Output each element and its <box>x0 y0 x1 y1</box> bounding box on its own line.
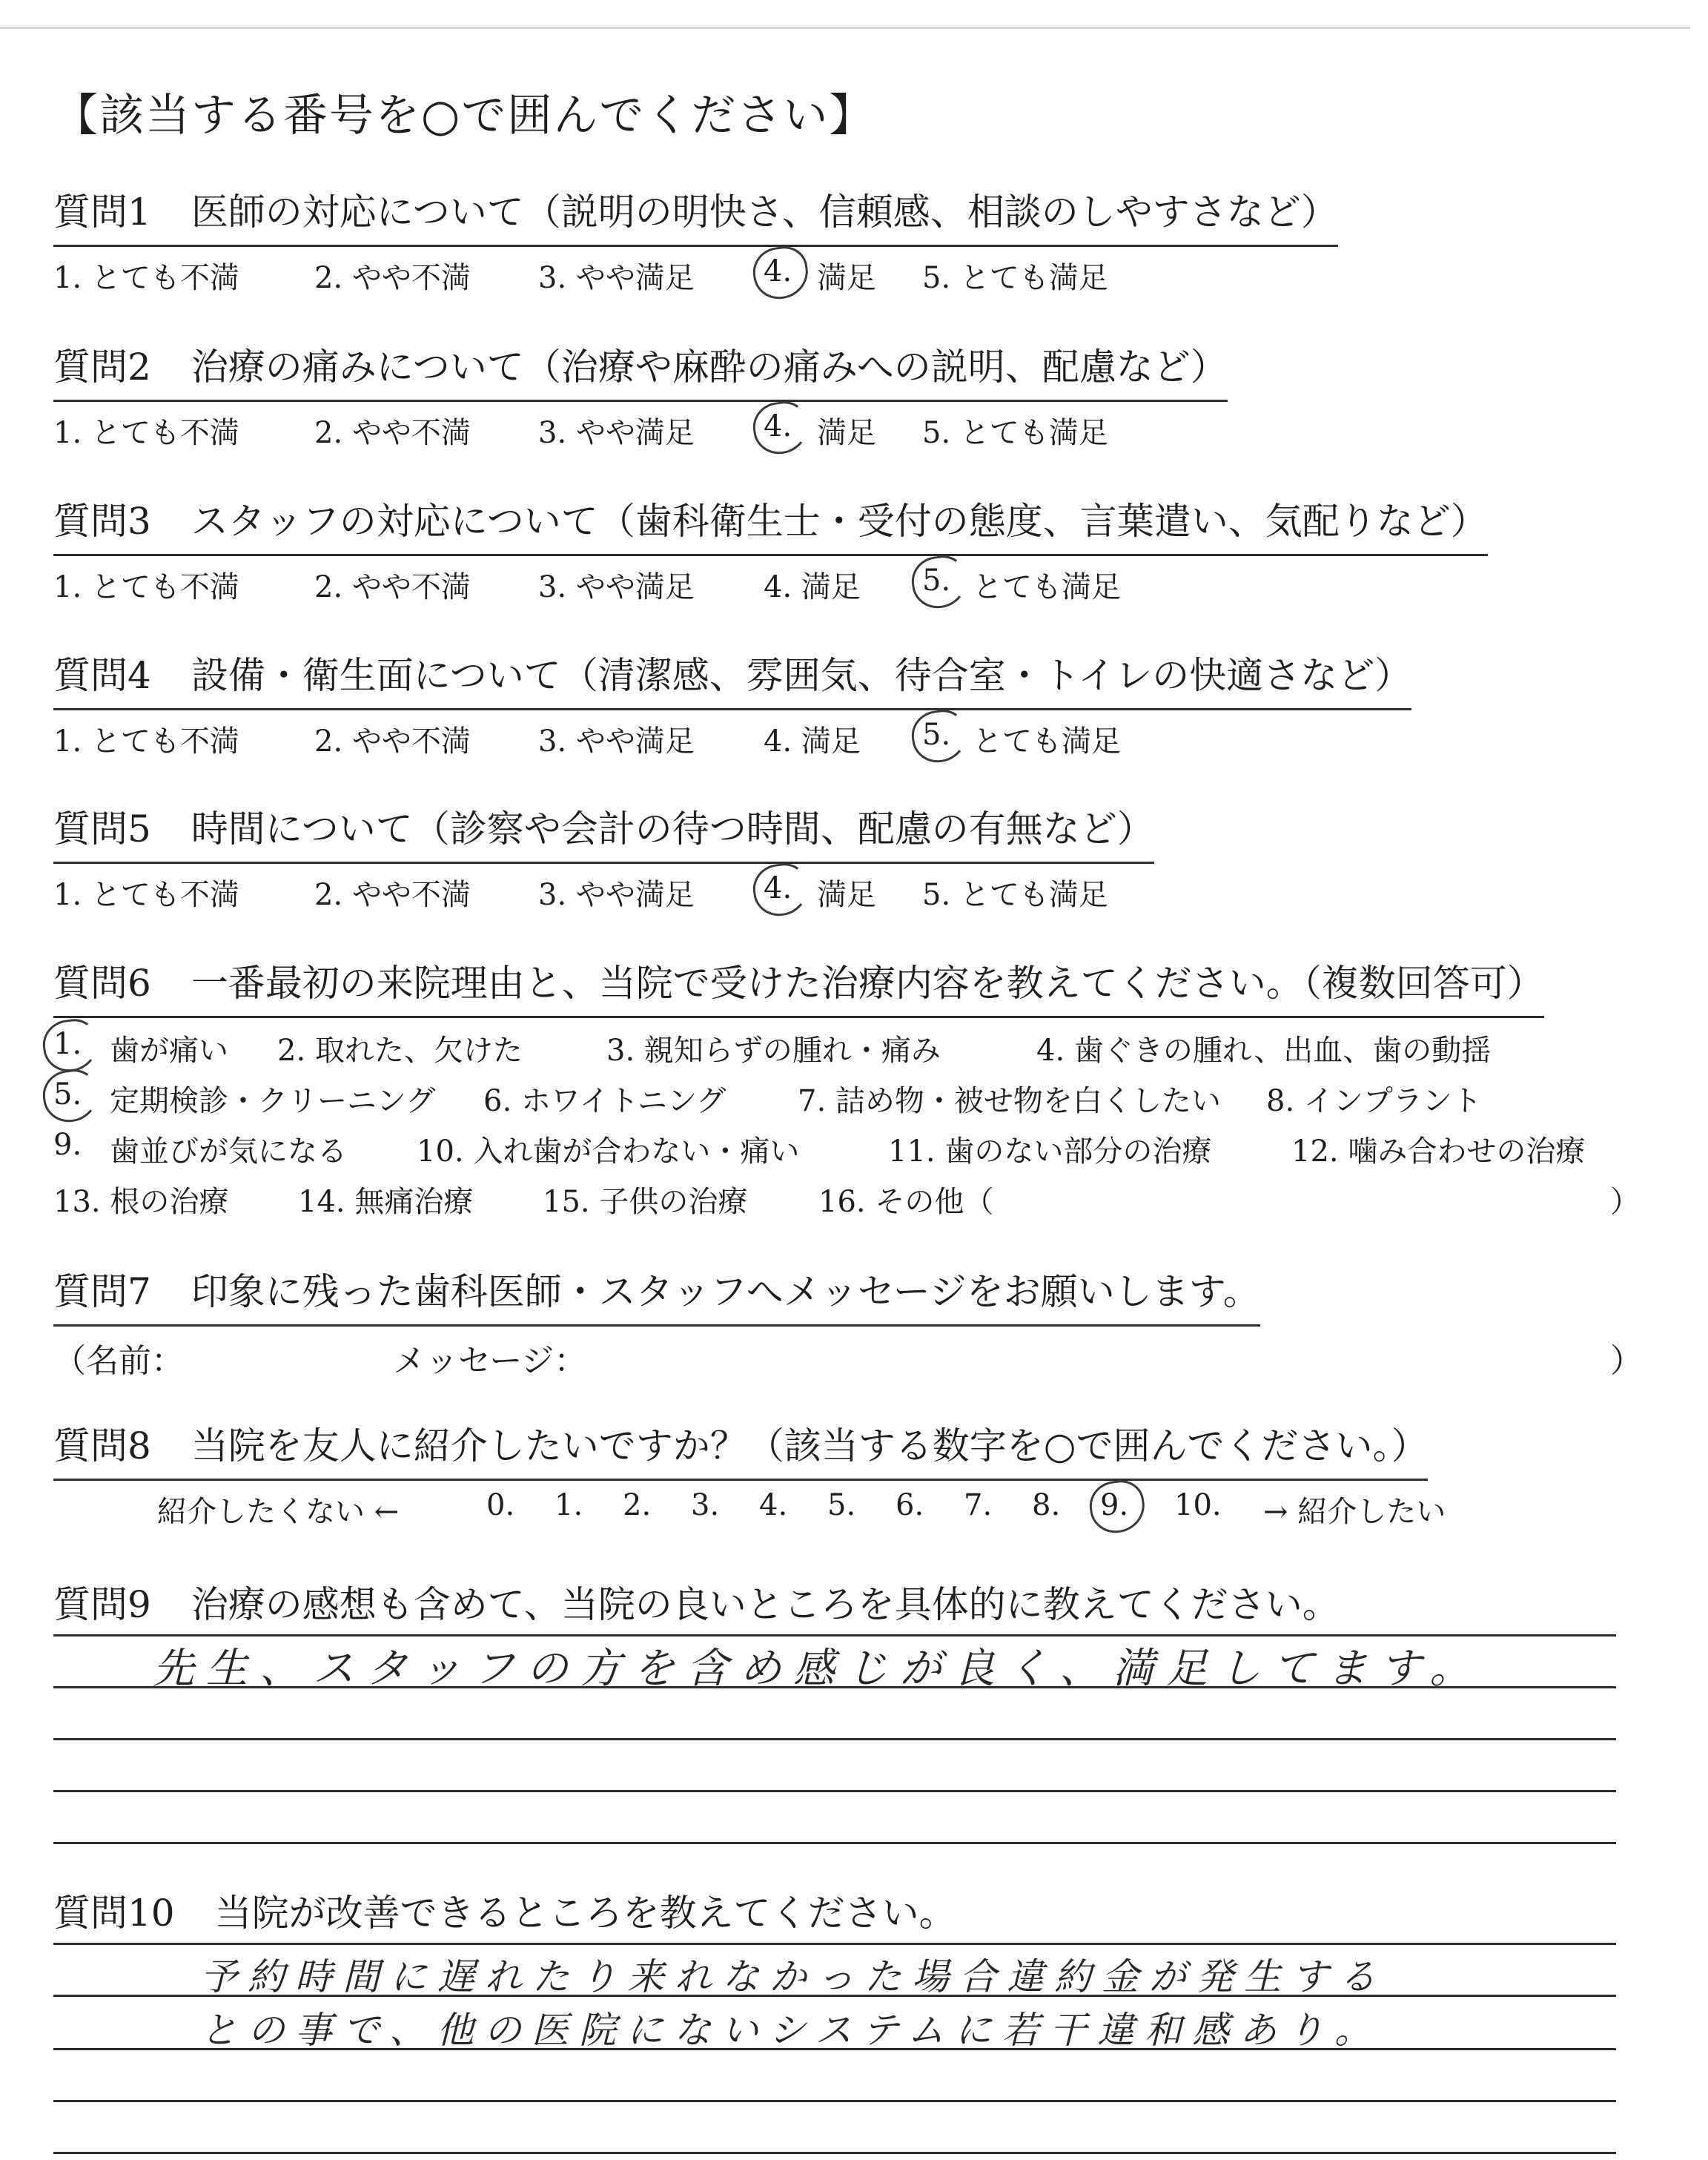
option-5-circled[interactable]: 5. <box>922 718 951 752</box>
rating-options <box>53 564 1669 607</box>
question-2-header <box>53 337 1228 402</box>
option-2[interactable]: 2. やや不満 <box>314 878 471 912</box>
option-3[interactable]: 3. やや満足 <box>538 570 695 604</box>
question-number: 質問6 <box>53 962 151 1005</box>
option-1[interactable]: 1. とても不満 <box>53 416 239 450</box>
reason-9-number[interactable]: 9. <box>53 1128 82 1162</box>
question-text: スタッフの対応について（歯科衛生士・受付の態度、言葉遣い、気配りなど） <box>191 500 1488 543</box>
answer-line <box>53 1790 1616 1792</box>
question-10 <box>53 1883 1669 1946</box>
message-row <box>53 1334 1669 1380</box>
scale-0[interactable]: 0. <box>486 1488 515 1522</box>
question-10-header <box>53 1883 956 1946</box>
question-number: 質問5 <box>53 807 151 851</box>
scale-right-label: → 紹介したい <box>1263 1495 1446 1529</box>
question-8 <box>53 1416 1669 1531</box>
scale-9-circled[interactable]: 9. <box>1100 1488 1129 1522</box>
scale-left-label: 紹介したくない ← <box>157 1495 400 1529</box>
question-4-header <box>53 646 1411 710</box>
scale-6[interactable]: 6. <box>896 1488 924 1522</box>
option-4-label: 満足 <box>817 878 876 912</box>
question-text: 当院を友人に紹介したいですか？（該当する数字を○で囲んでください。） <box>191 1424 1429 1467</box>
option-5-label: とても満足 <box>973 570 1121 604</box>
handwritten-answer-q10-line2: との事で、他の医院にないシステムに若干違和感あり。 <box>200 2009 1382 2052</box>
question-5 <box>53 799 1669 914</box>
rating-options <box>53 718 1669 761</box>
question-6-header <box>53 954 1544 1018</box>
option-3[interactable]: 3. やや満足 <box>538 724 695 759</box>
question-text: 一番最初の来院理由と、当院で受けた治療内容を教えてください。（複数回答可） <box>191 962 1544 1005</box>
option-4-circled[interactable]: 4. <box>764 254 792 288</box>
scale-7[interactable]: 7. <box>964 1488 993 1522</box>
question-text: 医師の対応について（説明の明快さ、信頼感、相談のしやすさなど） <box>191 191 1338 234</box>
reason-11[interactable]: 11. 歯のない部分の治療 <box>888 1135 1212 1169</box>
reason-16-other[interactable]: 16. その他（ <box>818 1185 994 1219</box>
question-text: 時間について（診察や会計の待つ時間、配慮の有無など） <box>191 807 1154 851</box>
scale-2[interactable]: 2. <box>623 1488 652 1522</box>
reason-16-close: ） <box>1610 1185 1640 1219</box>
option-3[interactable]: 3. やや満足 <box>538 416 695 450</box>
question-6 <box>53 954 1669 1224</box>
option-4-label: 満足 <box>817 416 876 450</box>
question-text: 治療の痛みについて（治療や麻酔の痛みへの説明、配慮など） <box>191 346 1228 389</box>
reason-1-circled[interactable]: 1. <box>53 1027 82 1061</box>
reason-13[interactable]: 13. 根の治療 <box>53 1185 229 1219</box>
question-number: 質問3 <box>53 500 151 543</box>
reason-12[interactable]: 12. 噛み合わせの治療 <box>1291 1135 1586 1169</box>
question-3-header <box>53 492 1488 556</box>
question-4 <box>53 646 1669 761</box>
answer-line <box>53 2100 1616 2102</box>
question-number: 質問10 <box>53 1892 175 1935</box>
option-3[interactable]: 3. やや満足 <box>538 261 695 295</box>
option-4-circled[interactable]: 4. <box>764 409 792 443</box>
reason-3[interactable]: 3. 親知らずの腫れ・痛み <box>606 1034 941 1068</box>
recommend-scale <box>53 1488 1669 1531</box>
question-text: 印象に残った歯科医師・スタッフへメッセージをお願いします。 <box>191 1270 1260 1313</box>
reason-row-3 <box>53 1123 1669 1174</box>
option-2[interactable]: 2. やや不満 <box>314 261 471 295</box>
name-label: （名前： <box>53 1342 184 1380</box>
option-1[interactable]: 1. とても不満 <box>53 570 239 604</box>
option-5-circled[interactable]: 5. <box>922 564 951 598</box>
reason-2[interactable]: 2. 取れた、欠けた <box>277 1034 523 1068</box>
option-4[interactable]: 4. 満足 <box>764 724 861 759</box>
answer-line <box>53 1842 1616 1844</box>
message-close: ） <box>1610 1342 1643 1380</box>
question-number: 質問1 <box>53 191 151 234</box>
question-number: 質問7 <box>53 1270 151 1313</box>
question-9-header <box>53 1575 1340 1637</box>
question-5-header <box>53 799 1154 864</box>
option-5[interactable]: 5. とても満足 <box>922 261 1108 295</box>
option-2[interactable]: 2. やや不満 <box>314 416 471 450</box>
option-3[interactable]: 3. やや満足 <box>538 878 695 912</box>
reason-1-label: 歯が痛い <box>110 1034 228 1068</box>
reason-5-circled[interactable]: 5. <box>53 1077 82 1112</box>
option-4-circled[interactable]: 4. <box>764 871 792 905</box>
option-4[interactable]: 4. 満足 <box>764 570 861 604</box>
question-7-header <box>53 1262 1260 1327</box>
reason-8[interactable]: 8. インプラント <box>1266 1084 1482 1118</box>
option-1[interactable]: 1. とても不満 <box>53 878 239 912</box>
reason-4[interactable]: 4. 歯ぐきの腫れ、出血、歯の動揺 <box>1036 1034 1492 1068</box>
question-number: 質問9 <box>53 1583 151 1626</box>
option-1[interactable]: 1. とても不満 <box>53 724 239 759</box>
reason-10[interactable]: 10. 入れ歯が合わない・痛い <box>417 1135 800 1169</box>
reason-14[interactable]: 14. 無痛治療 <box>298 1185 474 1219</box>
scale-4[interactable]: 4. <box>759 1488 788 1522</box>
question-9 <box>53 1575 1669 1637</box>
question-7 <box>53 1262 1669 1380</box>
question-8-header <box>53 1416 1428 1481</box>
question-1 <box>53 182 1669 297</box>
option-2[interactable]: 2. やや不満 <box>314 570 471 604</box>
question-1-header <box>53 182 1338 247</box>
question-number: 質問2 <box>53 346 151 389</box>
option-4-label: 満足 <box>817 261 876 295</box>
question-number: 質問8 <box>53 1424 151 1467</box>
question-number: 質問4 <box>53 654 151 697</box>
option-1[interactable]: 1. とても不満 <box>53 261 239 295</box>
reason-5-label: 定期検診・クリーニング <box>110 1084 436 1118</box>
handwritten-answer-q10-line1: 予約時間に遅れたり来れなかった場合違約金が発生する <box>200 1955 1386 1998</box>
question-text: 設備・衛生面について（清潔感、雰囲気、待合室・トイレの快適さなど） <box>191 654 1412 697</box>
reason-row-2 <box>53 1073 1669 1123</box>
reason-7[interactable]: 7. 詰め物・被せ物を白くしたい <box>798 1084 1221 1118</box>
reason-6[interactable]: 6. ホワイトニング <box>483 1084 726 1118</box>
question-3 <box>53 492 1669 607</box>
option-5[interactable]: 5. とても満足 <box>922 878 1108 912</box>
option-2[interactable]: 2. やや不満 <box>314 724 471 759</box>
page-title: 【該当する番号を○で囲んでください】 <box>53 90 875 142</box>
rating-options <box>53 409 1669 452</box>
message-label: メッセージ： <box>393 1342 587 1380</box>
answer-line <box>53 1738 1616 1740</box>
option-5-label: とても満足 <box>973 724 1121 759</box>
rating-options <box>53 871 1669 914</box>
scale-10[interactable]: 10. <box>1174 1488 1222 1522</box>
question-2 <box>53 337 1669 452</box>
question-text: 治療の感想も含めて、当院の良いところを具体的に教えてください。 <box>191 1583 1340 1626</box>
handwritten-answer-q9: 先生、スタッフの方を含め感じが良く、満足してます。 <box>153 1645 1483 1693</box>
answer-line <box>53 2152 1616 2154</box>
reason-row-4 <box>53 1174 1669 1224</box>
scale-5[interactable]: 5. <box>827 1488 856 1522</box>
reason-row-1 <box>53 1023 1669 1073</box>
scan-top-edge <box>0 27 1690 29</box>
scale-8[interactable]: 8. <box>1032 1488 1061 1522</box>
answer-line <box>53 1943 1616 1945</box>
scale-3[interactable]: 3. <box>691 1488 720 1522</box>
option-5[interactable]: 5. とても満足 <box>922 416 1108 450</box>
reason-9-label: 歯並びが気になる <box>110 1135 347 1169</box>
rating-options <box>53 254 1669 297</box>
question-text: 当院が改善できるところを教えてください。 <box>214 1892 956 1935</box>
reason-15[interactable]: 15. 子供の治療 <box>543 1185 748 1219</box>
scale-1[interactable]: 1. <box>555 1488 583 1522</box>
